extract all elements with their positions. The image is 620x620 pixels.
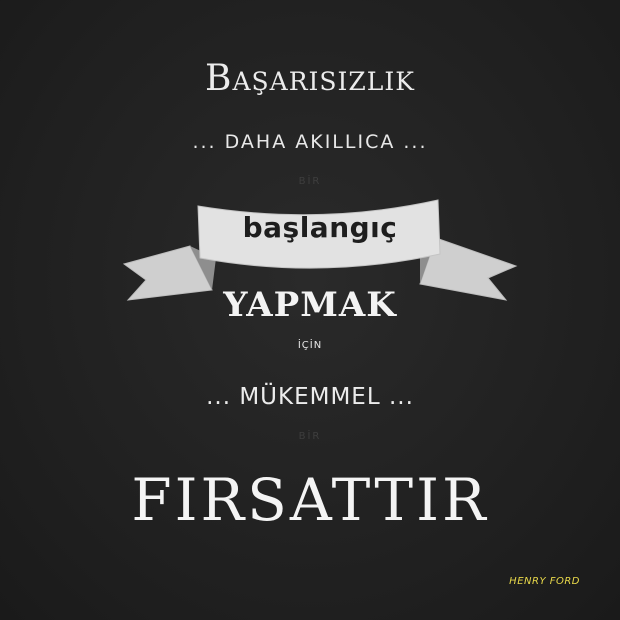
quote-line-mukemmel: ... MÜKEMMEL ... bbox=[206, 384, 414, 410]
quote-line-bir-faint: BİR bbox=[298, 176, 322, 187]
author-signature: HENRY FORD bbox=[509, 576, 580, 587]
quote-line-yapmak: YAPMAK bbox=[223, 285, 397, 325]
ribbon-word-baslangic: başlangıç bbox=[242, 211, 398, 244]
quote-line-firsattir: FIRSATTIR bbox=[131, 466, 489, 534]
quote-line-icin: İÇİN bbox=[297, 340, 323, 351]
quote-line-basarisizlik: Başarısızlık bbox=[205, 58, 415, 99]
quote-line-bir-faint-2: BİR bbox=[298, 431, 322, 442]
quote-line-daha-akillica: ... DAHA AKILLICA ... bbox=[192, 131, 428, 153]
